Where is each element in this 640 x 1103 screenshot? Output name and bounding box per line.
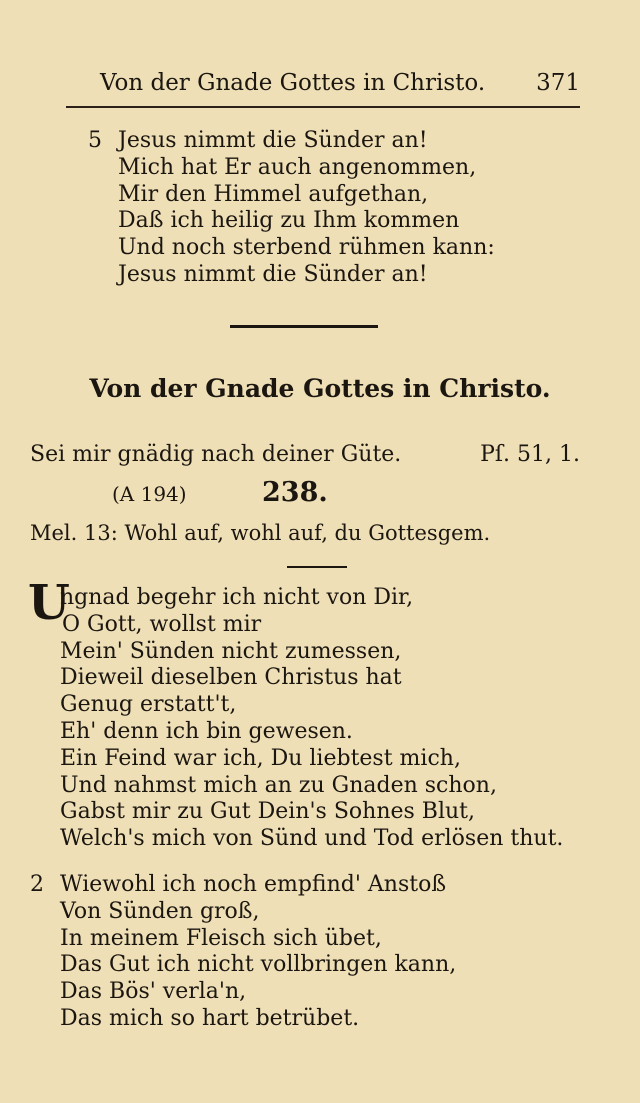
scripture-text: Sei mir gnädig nach deiner Güte. (30, 442, 402, 467)
running-header-title: Von der Gnade Gottes in Christo. (100, 70, 486, 96)
verse-line: Das Bös' verla'n, (60, 979, 247, 1005)
alt-hymn-number: (A 194) (112, 482, 187, 506)
verse-line: Daß ich heilig zu Ihm kommen (118, 208, 460, 234)
verse-line: In meinem Fleisch sich übet, (60, 925, 382, 951)
verse-line: Gabst mir zu Gut Dein's Sohnes Blut, (60, 799, 475, 825)
verse-line: Das Gut ich nicht vollbringen kann, (60, 952, 457, 978)
verse-line: Eh' denn ich bin gewesen. (60, 718, 353, 744)
verse-line: Wiewohl ich noch empfind' Anstoß (60, 872, 447, 897)
verse-line: ngnad begehr ich nicht von Dir, (60, 585, 414, 610)
scripture-line (30, 440, 580, 470)
verse-line: Ein Feind war ich, Du liebtest mich, (60, 745, 461, 771)
section-title: Von der Gnade Gottes in Christo. (89, 374, 551, 403)
verse-line: Jesus nimmt die Sünder an! (118, 128, 428, 153)
verse-number: 5 (88, 128, 102, 153)
hymn-number: 238. (262, 477, 328, 508)
verse-line: O Gott, wollst mir (62, 611, 262, 637)
verse-line: Genug erstatt't, (60, 692, 237, 718)
verse-line: Mein' Sünden nicht zumessen, (60, 638, 402, 664)
melody-line: Mel. 13: Wohl auf, wohl auf, du Gottesgem. (30, 521, 491, 545)
verse-line: Und noch sterbend rühmen kann: (118, 235, 495, 261)
header-rule (66, 106, 580, 108)
running-header (100, 66, 580, 100)
section-divider (230, 325, 378, 328)
verse-line: Welch's mich von Sünd und Tod erlösen thut. (60, 826, 564, 852)
previous-stanza (88, 128, 495, 289)
verse-line: Mir den Himmel aufgethan, (118, 181, 429, 207)
drop-cap: U (28, 575, 70, 631)
verse-line: Jesus nimmt die Sünder an! (118, 261, 428, 287)
verse-line: Und nahmst mich an zu Gnaden schon, (60, 772, 497, 798)
hymn-stanza-2 (30, 872, 457, 1033)
hymn-stanza-1 (60, 585, 563, 853)
short-divider (287, 566, 347, 568)
verse-line: Das mich so hart betrübet. (60, 1005, 360, 1031)
page-number: 371 (536, 70, 580, 96)
verse-number: 2 (30, 872, 44, 897)
verse-line: Mich hat Er auch angenommen, (118, 154, 477, 180)
scripture-reference: Pſ. 51, 1. (480, 442, 580, 467)
verse-line: Dieweil dieselben Christus hat (60, 665, 402, 691)
verse-line: Von Sünden groß, (60, 898, 260, 924)
